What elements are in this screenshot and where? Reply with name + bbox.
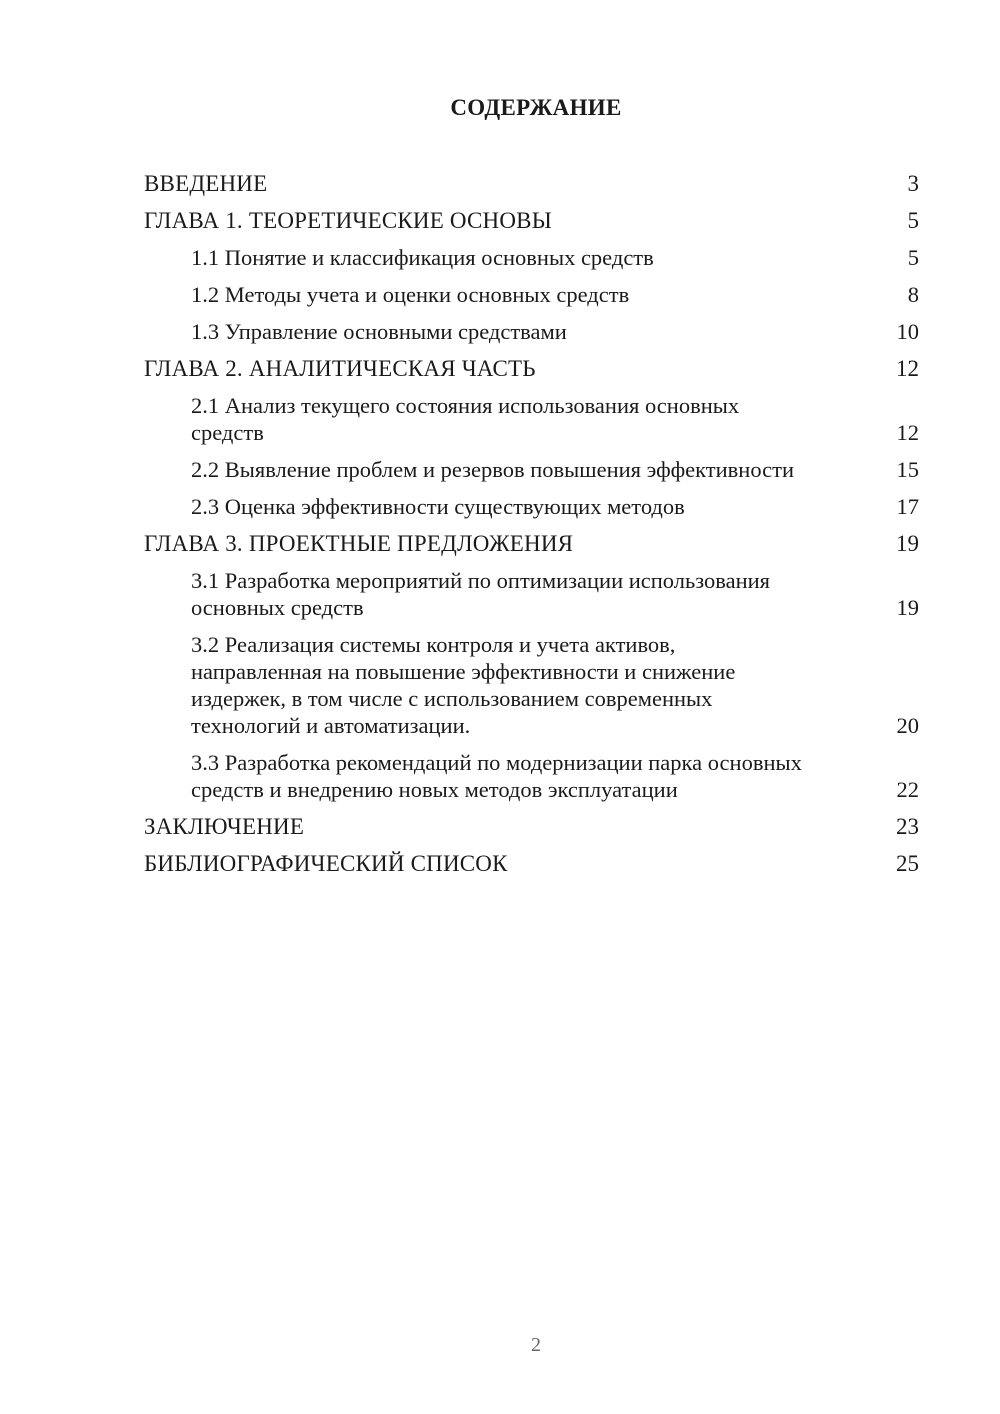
toc-entry-page: 5 [907,245,919,270]
toc-entry-section-1-2[interactable] [144,281,919,308]
toc-entry-text: 1.2 Методы учета и оценки основных средств [191,282,630,307]
table-of-contents [144,170,919,887]
toc-entry-page: 5 [907,208,919,233]
toc-entry-page: 10 [896,319,919,344]
toc-entry-page: 12 [896,420,919,445]
toc-entry-text: БИБЛИОГРАФИЧЕСКИЙ СПИСОК [144,851,508,876]
page-number: 2 [531,1334,541,1356]
toc-entry-page: 19 [896,531,919,556]
toc-entry-page: 20 [896,713,919,738]
toc-entry-text: 3.3 Разработка рекомендаций по модернизации парка основных средств и внедрению новых методов эксплуатации [191,750,802,802]
toc-entry-page: 22 [896,777,919,802]
page-title: СОДЕРЖАНИЕ [450,95,622,120]
toc-entry-text: 2.1 Анализ текущего состояния использования основных средств [191,393,740,445]
toc-entry-conclusion[interactable] [144,813,919,840]
toc-entry-section-2-2[interactable] [144,456,919,483]
toc-entry-introduction[interactable] [144,170,919,197]
toc-entry-text: ВВЕДЕНИЕ [144,171,268,196]
toc-entry-page: 17 [896,494,919,519]
toc-entry-text: 1.3 Управление основными средствами [191,319,567,344]
toc-entry-page: 23 [896,814,919,839]
toc-entry-chapter-3[interactable] [144,530,919,557]
toc-entry-section-3-3[interactable] [144,749,919,803]
toc-entry-section-2-3[interactable] [144,493,919,520]
toc-entry-text: ЗАКЛЮЧЕНИЕ [144,814,305,839]
toc-entry-text: 2.2 Выявление проблем и резервов повышения эффективности [191,457,795,482]
toc-entry-chapter-2[interactable] [144,355,919,382]
toc-entry-text: ГЛАВА 3. ПРОЕКТНЫЕ ПРЕДЛОЖЕНИЯ [144,531,574,556]
toc-entry-section-1-1[interactable] [144,244,919,271]
toc-entry-page: 8 [907,282,919,307]
toc-entry-page: 19 [896,595,919,620]
toc-entry-section-2-1[interactable] [144,392,919,446]
toc-entry-text: 2.3 Оценка эффективности существующих методов [191,494,685,519]
toc-entry-page: 3 [907,171,919,196]
toc-entry-section-3-1[interactable] [144,567,919,621]
toc-entry-section-3-2[interactable] [144,631,919,739]
toc-entry-page: 15 [896,457,919,482]
toc-entry-section-1-3[interactable] [144,318,919,345]
toc-entry-text: 1.1 Понятие и классификация основных средств [191,245,654,270]
toc-entry-text: ГЛАВА 1. ТЕОРЕТИЧЕСКИЕ ОСНОВЫ [144,208,552,233]
toc-entry-text: ГЛАВА 2. АНАЛИТИЧЕСКАЯ ЧАСТЬ [144,356,536,381]
toc-entry-page: 12 [896,356,919,381]
toc-entry-chapter-1[interactable] [144,207,919,234]
toc-entry-text: 3.1 Разработка мероприятий по оптимизации использования основных средств [191,568,771,620]
toc-entry-text: 3.2 Реализация системы контроля и учета активов, направленная на повышение эффективности и снижение издержек, в том числе с использованием современных технологий и автоматизации. [191,632,736,738]
toc-entry-bibliography[interactable] [144,850,919,877]
toc-entry-page: 25 [896,851,919,876]
